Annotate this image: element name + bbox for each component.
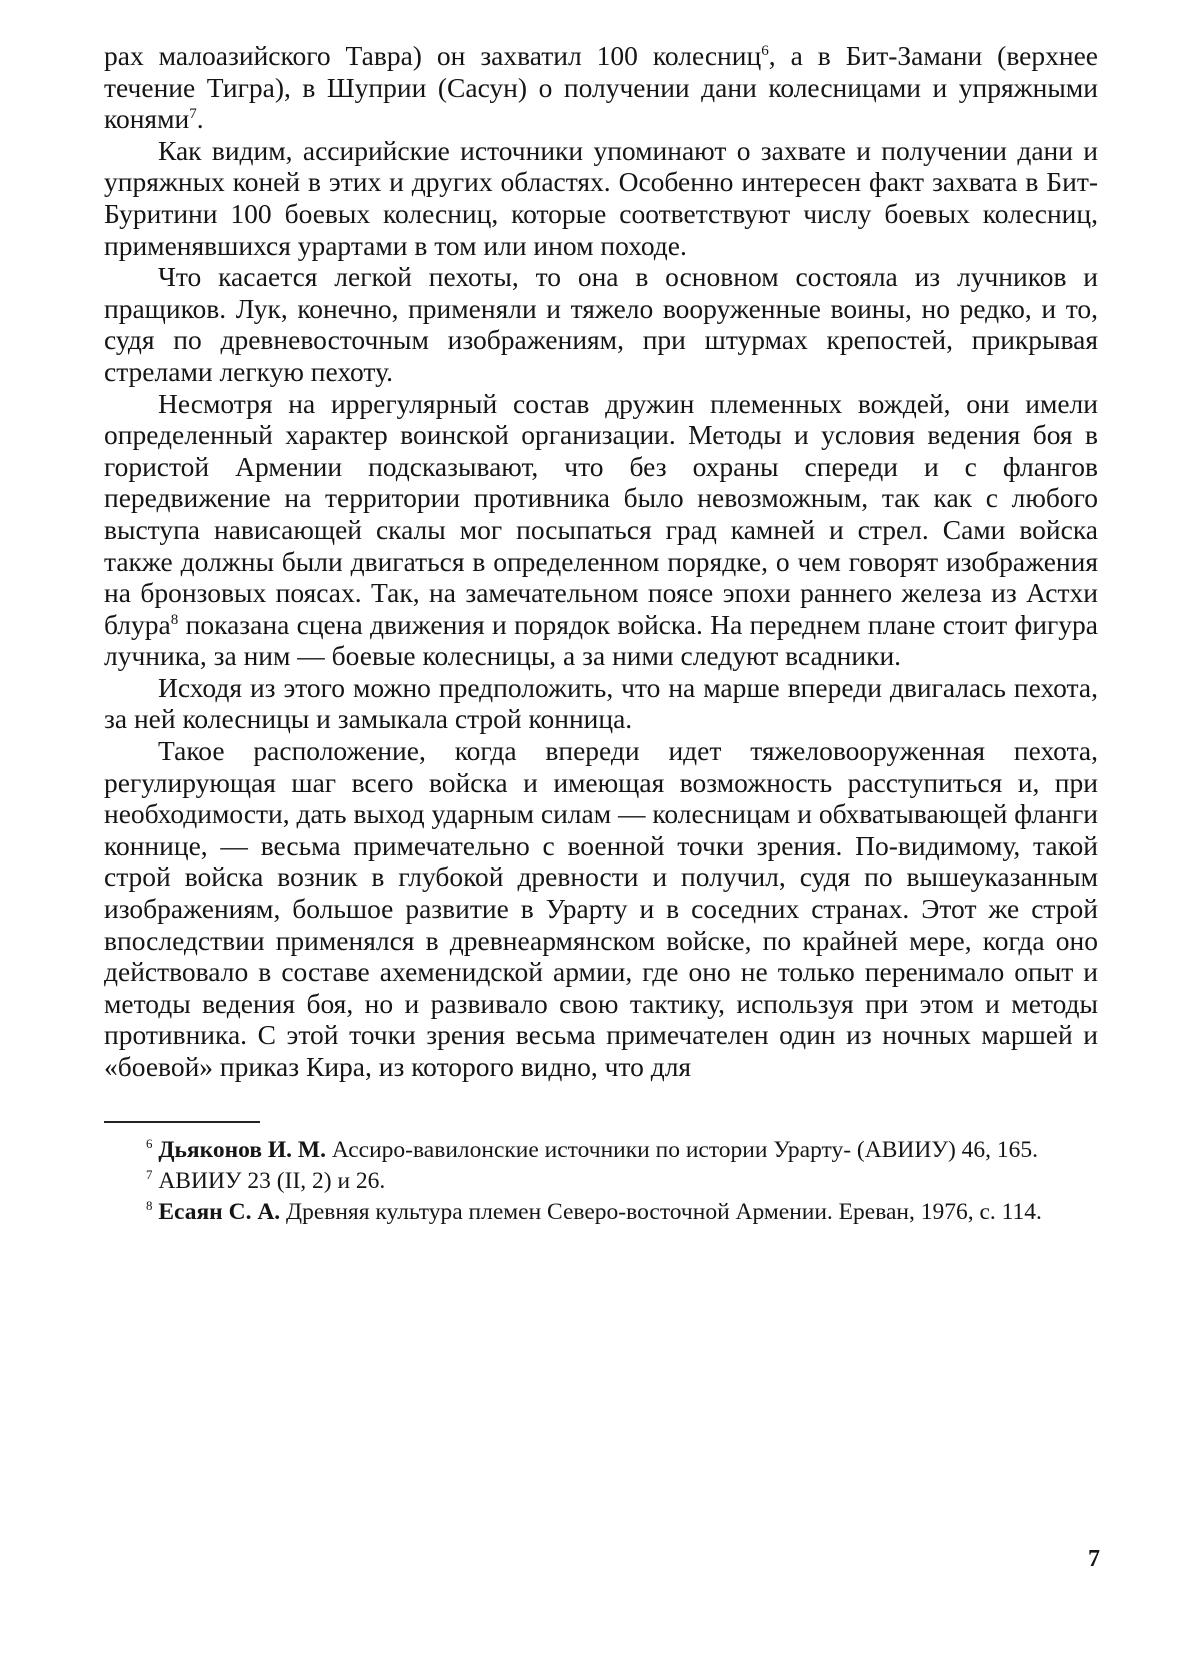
paragraph-text: Что касается легкой пехоты, то она в основном состояла из лучников и пращиков. Лук, конечно, применяли и тяжело вооруженные воины, но редко, и то, судя по древневосточным изображениям, при штурмах крепостей, прикрывая стрелами легкую пехоту. (104, 261, 1098, 387)
paragraph-text: , а в Бит-Замани (верхнее течение Тигра), в Шуприи (Сасун) о получении дани колесницами и упряжными конями (104, 40, 1098, 135)
footnote-text: Древняя культура племен Северо-восточной Армении. Ереван, 1976, с. 114. (280, 1198, 1042, 1225)
footnotes (104, 1135, 1098, 1228)
paragraph-text: показана сцена движения и порядок войска. На переднем плане стоит фигура лучника, за ним — боевые колесницы, а за ними следуют всадники. (104, 608, 1098, 672)
paragraph-text: . (196, 103, 204, 135)
footnote-7 (104, 1166, 1098, 1197)
footnote-author: Есаян С. А. (158, 1198, 281, 1225)
paragraph-3 (104, 261, 1098, 387)
footnote-ref-7[interactable]: 7 (189, 106, 197, 123)
paragraph-text: Несмотря на иррегулярный состав дружин племенных вождей, они имели определенный характер воинской организации. Методы и условия ведения боя в гористой Армении подсказывают, что без охраны спереди и с флангов передвижение на территории противника было невозможным, так как с любого выступа нависающей скалы мог посыпаться град камней и стрел. Сами войска также должны были двигаться в определенном порядке, о чем говорят изображения на бронзовых поясах. Так, на замечательном поясе эпохи раннего железа из Астхи блура (104, 387, 1098, 640)
paragraph-text: Исходя из этого можно предположить, что на марше впереди двигалась пехота, за ней колесницы и замыкала строй конница. (104, 671, 1098, 735)
body-text (104, 40, 1098, 1083)
paragraph-6 (104, 735, 1098, 1083)
footnote-mark: 7 (146, 1166, 153, 1182)
paragraph-text: рах малоазийского Тавра) он захватил 100 колесниц (104, 40, 762, 71)
paragraph-2 (104, 135, 1098, 261)
footnote-mark: 8 (146, 1197, 153, 1213)
page-number: 7 (1088, 1546, 1100, 1572)
paragraph-4 (104, 388, 1098, 672)
paragraph-1 (104, 40, 1098, 135)
paragraph-text: Такое расположение, когда впереди идет тяжеловооруженная пехота, регулирующая шаг всего войска и имеющая возможность расступиться и, при необходимости, дать выход ударным силам — колесницам и обхватывающей фланги коннице, — весьма примечательно с военной точки зрения. По-видимому, такой строй войска возник в глубокой древности и получил, судя по вышеуказанным изображениям, большое развитие в Урарту и в соседних странах. Этот же строй впоследствии применялся в древнеармянском войске, по крайней мере, когда оно действовало в составе ахеменидской армии, где оно не только перенимало опыт и методы ведения боя, но и развивало свою тактику, используя при этом и методы противника. С этой точки зрения весьма примечателен один из ночных маршей и «боевой» приказ Кира, из которого видно, что для (104, 735, 1098, 1082)
page (104, 40, 1098, 1228)
footnote-8 (104, 1197, 1098, 1228)
footnote-ref-8[interactable]: 8 (170, 611, 179, 628)
footnote-author: Дьяконов И. М. (158, 1136, 326, 1163)
footnote-mark: 6 (146, 1135, 153, 1151)
footnote-text: Ассиро-вавилонские источники по истории Урарту- (АВИИУ) 46, 165. (325, 1136, 1039, 1163)
paragraph-text: Как видим, ассирийские источники упоминают о захвате и получении дани и упряжных коней в этих и других областях. Особенно интересен факт захвата в Бит-Буритини 100 боевых колесниц, которые соответствуют числу боевых колесниц, применявшихся урартами в том или ином походе. (104, 134, 1098, 261)
paragraph-5 (104, 672, 1098, 735)
footnote-6 (104, 1135, 1098, 1166)
footnote-ref-6[interactable]: 6 (761, 42, 769, 59)
footnote-text: АВИИУ 23 (II, 2) и 26. (152, 1167, 386, 1194)
footnote-divider (104, 1121, 260, 1123)
